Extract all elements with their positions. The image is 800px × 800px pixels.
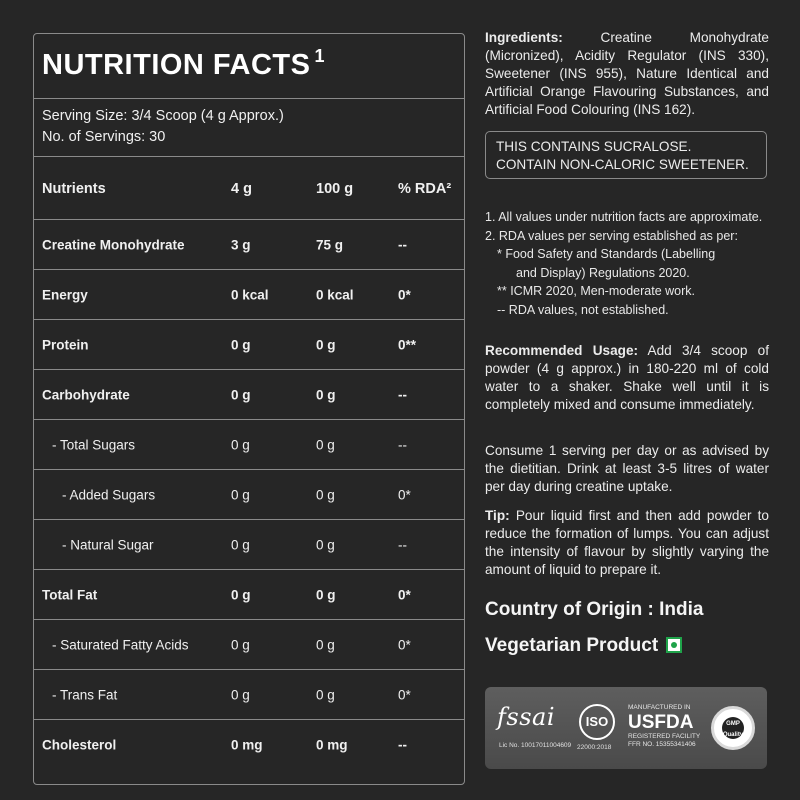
tip-text: Pour liquid first and then add powder to reduce the formation of lumps. You can adjust the intensity of flavour by slightly varying the amount of liquid to prepare it. (485, 508, 769, 577)
value-4g: 0 g (231, 587, 251, 602)
footnote-fssai: * Food Safety and Standards (Labelling (497, 247, 716, 261)
value-rda: 0* (398, 587, 411, 602)
iso-logo-text: ISO (585, 714, 609, 729)
ingredients-block (485, 29, 769, 119)
value-100g: 0 g (316, 337, 336, 352)
value-4g: 0 g (231, 387, 251, 402)
divider (34, 156, 464, 157)
value-rda: 0* (398, 487, 411, 502)
value-100g: 0 g (316, 437, 335, 452)
usfda-badge (628, 704, 718, 749)
tip-label: Tip: (485, 508, 510, 523)
value-rda: 0* (398, 287, 411, 302)
table-row (34, 520, 464, 569)
table-row (34, 370, 464, 419)
usage-label: Recommended Usage: (485, 343, 639, 358)
consume-instructions: Consume 1 serving per day or as advised by the dietitian. Drink at least 3-5 litres of water per day during creatine uptake. (485, 443, 769, 494)
table-row (34, 270, 464, 319)
iso-logo-icon (579, 704, 615, 740)
warning-line: THIS CONTAINS SUCRALOSE. (496, 139, 692, 154)
nutrition-facts-title (42, 46, 325, 82)
header-4g: 4 g (231, 180, 252, 197)
country-of-origin: Country of Origin : India (485, 599, 704, 620)
tip-block (485, 507, 769, 579)
recommended-usage (485, 342, 769, 414)
value-rda: -- (398, 437, 407, 452)
value-100g: 0 mg (316, 737, 348, 752)
nutrient-name: Cholesterol (42, 737, 117, 752)
value-4g: 0 g (231, 637, 250, 652)
footnotes (485, 208, 775, 319)
warning-line: CONTAIN NON-CALORIC SWEETENER. (496, 157, 749, 172)
nutrient-name: Protein (42, 337, 89, 352)
vegetarian-label: Vegetarian Product (485, 635, 659, 656)
usfda-registered: REGISTERED FACILITY (628, 733, 701, 740)
footnote-rda-na: -- RDA values, not established. (497, 302, 669, 317)
value-100g: 0 g (316, 637, 335, 652)
gmp-quality-text: Quality (722, 732, 744, 738)
footnote-1: 1. All values under nutrition facts are approximate. (485, 210, 763, 224)
value-4g: 0 g (231, 437, 250, 452)
nutrient-name: Energy (42, 287, 88, 302)
value-4g: 0 kcal (231, 287, 269, 302)
number-of-servings: No. of Servings: 30 (42, 129, 166, 145)
gmp-seal-center (722, 717, 744, 739)
value-100g: 75 g (316, 237, 344, 252)
fssai-license: Lic No. 10017011004609 (499, 742, 572, 749)
table-row (34, 470, 464, 519)
header-rda: % RDA² (398, 180, 452, 197)
nutrition-title-text: NUTRITION FACTS (42, 49, 311, 81)
nutrient-name: - Total Sugars (52, 437, 136, 452)
divider (34, 98, 464, 99)
table-row (34, 670, 464, 719)
veg-symbol-icon (666, 637, 682, 653)
nutrient-name: - Saturated Fatty Acids (52, 637, 189, 652)
table-row (34, 720, 464, 769)
table-row (34, 220, 464, 269)
table-row (34, 620, 464, 669)
serving-size: Serving Size: 3/4 Scoop (4 g Approx.) (42, 108, 284, 124)
value-rda: -- (398, 237, 407, 252)
iso-number: 22000:2018 (577, 744, 612, 751)
value-rda: 0* (398, 637, 411, 652)
value-rda: -- (398, 737, 407, 752)
header-100g: 100 g (316, 180, 354, 197)
ingredients-text: Creatine Monohydrate (Micronized), Acidity Regulator (INS 330), Sweetener (INS 955), Nature Identical and Artificial Orange Flavouring Substances, and Artificial Food Colouring (INS 162). (485, 30, 769, 117)
value-100g: 0 g (316, 487, 335, 502)
value-100g: 0 g (316, 537, 335, 552)
value-4g: 0 mg (231, 737, 263, 752)
value-4g: 3 g (231, 237, 251, 252)
value-100g: 0 g (316, 687, 335, 702)
nutrient-name: - Trans Fat (52, 687, 118, 702)
value-4g: 0 g (231, 337, 251, 352)
value-rda: -- (398, 537, 407, 552)
nutrient-name: Total Fat (42, 587, 98, 602)
value-rda: -- (398, 387, 407, 402)
usfda-manufactured: MANUFACTURED IN (628, 704, 691, 711)
nutrient-name: Creatine Monohydrate (42, 237, 185, 252)
value-4g: 0 g (231, 487, 250, 502)
table-row (34, 570, 464, 619)
nutrient-name: - Natural Sugar (62, 537, 154, 552)
footnote-icmr: ** ICMR 2020, Men-moderate work. (497, 284, 695, 298)
table-header-row (34, 164, 464, 213)
value-100g: 0 kcal (316, 287, 354, 302)
table-row (34, 420, 464, 469)
value-rda: 0* (398, 687, 411, 702)
nutrient-name: - Added Sugars (62, 487, 156, 502)
nutrient-name: Carbohydrate (42, 387, 130, 402)
vegetarian-line (485, 635, 682, 657)
table-row (34, 320, 464, 369)
title-footnote-mark: 1 (314, 46, 326, 66)
value-4g: 0 g (231, 537, 250, 552)
usfda-ffr: FFR NO. 15355341406 (628, 741, 696, 748)
value-100g: 0 g (316, 387, 336, 402)
value-100g: 0 g (316, 587, 336, 602)
usage-text: Add 3/4 scoop of powder (4 g approx.) in 180-220 ml of cold water to a shaker. Shake well until it is completely mixed and consume immediately. (485, 343, 769, 412)
usfda-name: USFDA (628, 712, 694, 733)
header-nutrients: Nutrients (42, 180, 106, 197)
gmp-seal-icon (711, 706, 755, 750)
ingredients-label: Ingredients: (485, 30, 563, 45)
footnote-fssai-cont: and Display) Regulations 2020. (516, 265, 690, 280)
footnote-2: 2. RDA values per serving established as per: (485, 228, 738, 243)
fssai-logo-icon: fssai (497, 703, 555, 731)
value-rda: 0** (398, 337, 417, 352)
sucralose-warning (485, 131, 767, 179)
certification-strip (485, 687, 767, 769)
serving-info (42, 106, 284, 148)
nutrition-facts-panel (33, 33, 465, 785)
gmp-text: GMP (726, 721, 740, 727)
value-4g: 0 g (231, 687, 250, 702)
